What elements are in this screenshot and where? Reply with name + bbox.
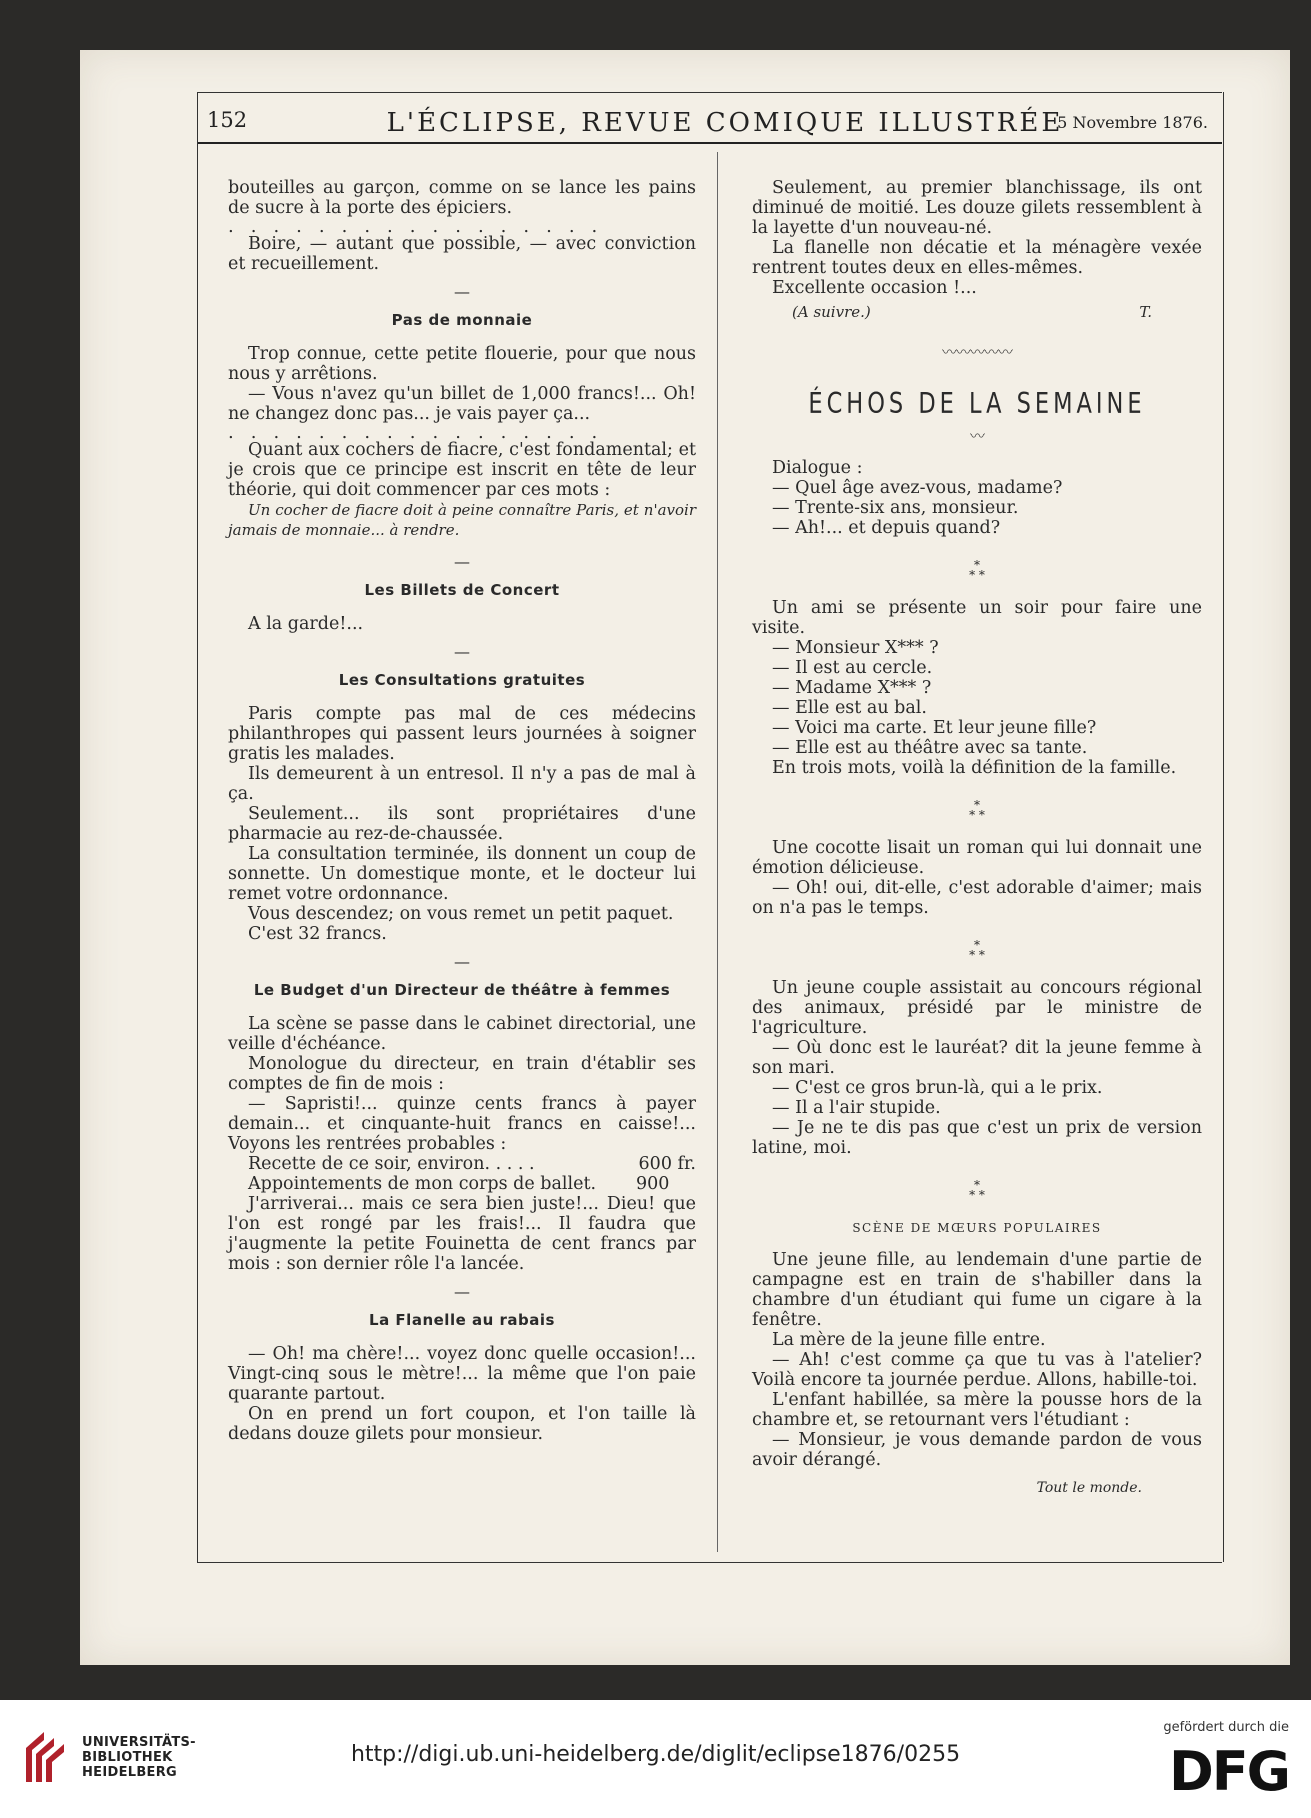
separator-dash: —: [454, 1282, 470, 1301]
echos-title: ÉCHOS DE LA SEMAINE: [808, 386, 1146, 421]
asterism: * * *: [969, 558, 985, 582]
budget-value: 900: [636, 1174, 670, 1194]
paragraph: bouteilles au garçon, comme on se lance les pains de sucre à la porte des épiciers.: [228, 178, 696, 218]
dfg-logo[interactable]: DFG: [1168, 1740, 1289, 1803]
paragraph: Une cocotte lisait un roman qui lui donnait une émotion délicieuse.: [752, 838, 1202, 878]
separator-dash: —: [454, 282, 470, 301]
dialogue-line: Dialogue :: [772, 458, 863, 478]
dialogue-line: — Voici ma carte. Et leur jeune fille?: [772, 718, 1097, 738]
paragraph: Vous descendez; on vous remet un petit paquet.: [248, 904, 674, 924]
paragraph: — Je ne te dis pas que c'est un prix de version latine, moi.: [752, 1118, 1202, 1158]
budget-label: Appointements de mon corps de ballet.: [248, 1174, 597, 1194]
ornament-small: 〰: [969, 427, 984, 445]
paragraph: En trois mots, voilà la définition de la famille.: [772, 758, 1177, 778]
signature: Tout le monde.: [1036, 1480, 1142, 1496]
section-title: Le Budget d'un Directeur de théâtre à femmes: [253, 981, 671, 999]
budget-label: Recette de ce soir, environ. . . . .: [248, 1154, 535, 1174]
paragraph: Boire, — autant que possible, — avec conviction et recueillement.: [228, 234, 696, 274]
budget-value: 600 fr.: [638, 1154, 696, 1174]
dialogue-line: — Quel âge avez-vous, madame?: [772, 478, 1063, 498]
paragraph: — Oh! oui, dit-elle, c'est adorable d'aimer; mais on n'a pas le temps.: [752, 878, 1202, 918]
asterism: * * *: [969, 938, 985, 962]
dialogue-line: — Trente-six ans, monsieur.: [772, 498, 1019, 518]
budget-line: [228, 1154, 696, 1174]
masthead-title: L'ÉCLIPSE, REVUE COMIQUE ILLUSTRÉE: [386, 108, 1064, 138]
paragraph: Seulement... ils sont propriétaires d'une pharmacie au rez-de-chaussée.: [228, 804, 696, 844]
paragraph: La consultation terminée, ils donnent un coup de sonnette. Un domestique monte, et le docteur lui remet votre ordonnance.: [228, 844, 696, 904]
paragraph: Quant aux cochers de fiacre, c'est fondamental; et je crois que ce principe est inscrit en tête de leur théorie, qui doit commencer par ces mots :: [228, 440, 696, 500]
paragraph-italic: Un cocher de fiacre doit à peine connaître Paris, et n'avoir jamais de monnaie... à rendre.: [228, 501, 696, 539]
issue-date: 5 Novembre 1876.: [1057, 113, 1208, 132]
column-divider: [717, 152, 718, 1552]
separator-dash: —: [454, 952, 470, 971]
paragraph: Une jeune fille, au lendemain d'une partie de campagne est en train de s'habiller dans la chambre d'un étudiant qui fume un cigare à la fenêtre.: [752, 1250, 1202, 1330]
paragraph: A la garde!...: [248, 614, 364, 634]
a-suivre: (A suivre.): [792, 303, 871, 321]
frame-left-rule: [197, 92, 198, 1562]
section-title: La Flanelle au rabais: [369, 1311, 555, 1329]
paragraph: La scène se passe dans le cabinet directorial, une veille d'échéance.: [228, 1014, 696, 1054]
paragraph: Paris compte pas mal de ces médecins philanthropes qui passent leurs journées à soigner gratis les malades.: [228, 704, 696, 764]
left-column: [228, 178, 696, 1444]
header-rule-top: [197, 92, 1222, 93]
paragraph: Excellente occasion !...: [772, 278, 977, 298]
paragraph: — Oh! ma chère!... voyez donc quelle occasion!... Vingt-cinq sous le mètre!... la même que l'on paie quarante partout.: [228, 1344, 696, 1404]
dialogue-line: — Elle est au théâtre avec sa tante.: [772, 738, 1088, 758]
frame-bottom-rule: [197, 1562, 1222, 1563]
separator-dash: —: [454, 552, 470, 571]
paragraph: L'enfant habillée, sa mère la pousse hors de la chambre et, se retournant vers l'étudiant :: [752, 1390, 1202, 1430]
uni-line-3: HEIDELBERG: [82, 1764, 178, 1780]
paragraph: Trop connue, cette petite flouerie, pour que nous nous y arrêtions.: [228, 344, 696, 384]
paragraph: La flanelle non décatie et la ménagère vexée rentrent toutes deux en elles-mêmes.: [752, 238, 1202, 278]
paragraph: On en prend un fort coupon, et l'on taille là dedans douze gilets pour monsieur.: [228, 1404, 696, 1444]
separator-dash: —: [454, 642, 470, 661]
uni-line-1: UNIVERSITÄTS-: [82, 1734, 196, 1750]
header-rule-bottom: [197, 142, 1222, 144]
asterism: * * *: [969, 798, 985, 822]
newspaper-page: [80, 50, 1290, 1665]
section-title: Pas de monnaie: [391, 311, 533, 329]
paragraph: Un ami se présente un soir pour faire une visite.: [752, 598, 1202, 638]
uni-line-2: BIBLIOTHEK: [82, 1749, 173, 1765]
paragraph: — Sapristi!... quinze cents francs à payer demain... et cinquante-huit francs en caisse!... Voyons les rentrées probables :: [228, 1094, 696, 1154]
asterism: * * *: [969, 1178, 985, 1202]
paragraph: Monologue du directeur, en train d'établir ses comptes de fin de mois :: [228, 1054, 696, 1094]
dialogue-line: — Elle est au bal.: [772, 698, 927, 718]
continuation-line: [752, 298, 1202, 322]
dialogue-line: — Monsieur X*** ?: [772, 638, 939, 658]
paragraph: — C'est ce gros brun-là, qui a le prix.: [772, 1078, 1103, 1098]
dialogue-line: — Ah!... et depuis quand?: [772, 518, 1001, 538]
section-title: Les Billets de Concert: [364, 581, 560, 599]
author-initial: T.: [1139, 303, 1152, 321]
section-title: Les Consultations gratuites: [338, 671, 586, 689]
footer-bar: [0, 1700, 1311, 1818]
paragraph: — Vous n'avez qu'un billet de 1,000 francs!... Oh! ne changez donc pas... je vais payer ça...: [228, 384, 696, 424]
funding-label: gefördert durch die: [1163, 1720, 1289, 1735]
paragraph: — Ah! c'est comme ça que tu vas à l'atelier? Voilà encore ta journée perdue. Allons, habille-toi.: [752, 1350, 1202, 1390]
subsection-title: SCÈNE DE MŒURS POPULAIRES: [852, 1221, 1102, 1235]
paragraph: — Il a l'air stupide.: [772, 1098, 941, 1118]
ellipsis-row: .................: [228, 220, 615, 234]
paragraph: Ils demeurent à un entresol. Il n'y a pas de mal à ça.: [228, 764, 696, 804]
page-number: 152: [207, 108, 248, 132]
ornament-rule: 〰〰〰〰〰: [941, 343, 1012, 361]
paragraph: C'est 32 francs.: [248, 924, 387, 944]
paragraph: La mère de la jeune fille entre.: [772, 1330, 1046, 1350]
dialogue-line: — Il est au cercle.: [772, 658, 933, 678]
dialogue-line: — Madame X*** ?: [772, 678, 932, 698]
ellipsis-row: .................: [228, 426, 615, 440]
paragraph: — Monsieur, je vous demande pardon de vous avoir dérangé.: [752, 1430, 1202, 1470]
permalink-url[interactable]: http://digi.ub.uni-heidelberg.de/diglit/eclipse1876/0255: [350, 1742, 961, 1767]
paragraph: Seulement, au premier blanchissage, ils ont diminué de moitié. Les douze gilets ressemblent à la layette d'un nouveau-né.: [752, 178, 1202, 238]
paragraph: — Où donc est le lauréat? dit la jeune femme à son mari.: [752, 1038, 1202, 1078]
budget-line: [228, 1174, 696, 1194]
frame-right-rule: [1223, 92, 1224, 1562]
paragraph: Un jeune couple assistait au concours régional des animaux, présidé par le ministre de l'agriculture.: [752, 978, 1202, 1038]
right-column: [752, 178, 1202, 1498]
paragraph: J'arriverai... mais ce sera bien juste!... Dieu! que l'on est rongé par les frais!... Il faudra que j'augmente la petite Fouinetta de cent francs par mois : son dernier rôle l'a lancée.: [228, 1194, 696, 1274]
